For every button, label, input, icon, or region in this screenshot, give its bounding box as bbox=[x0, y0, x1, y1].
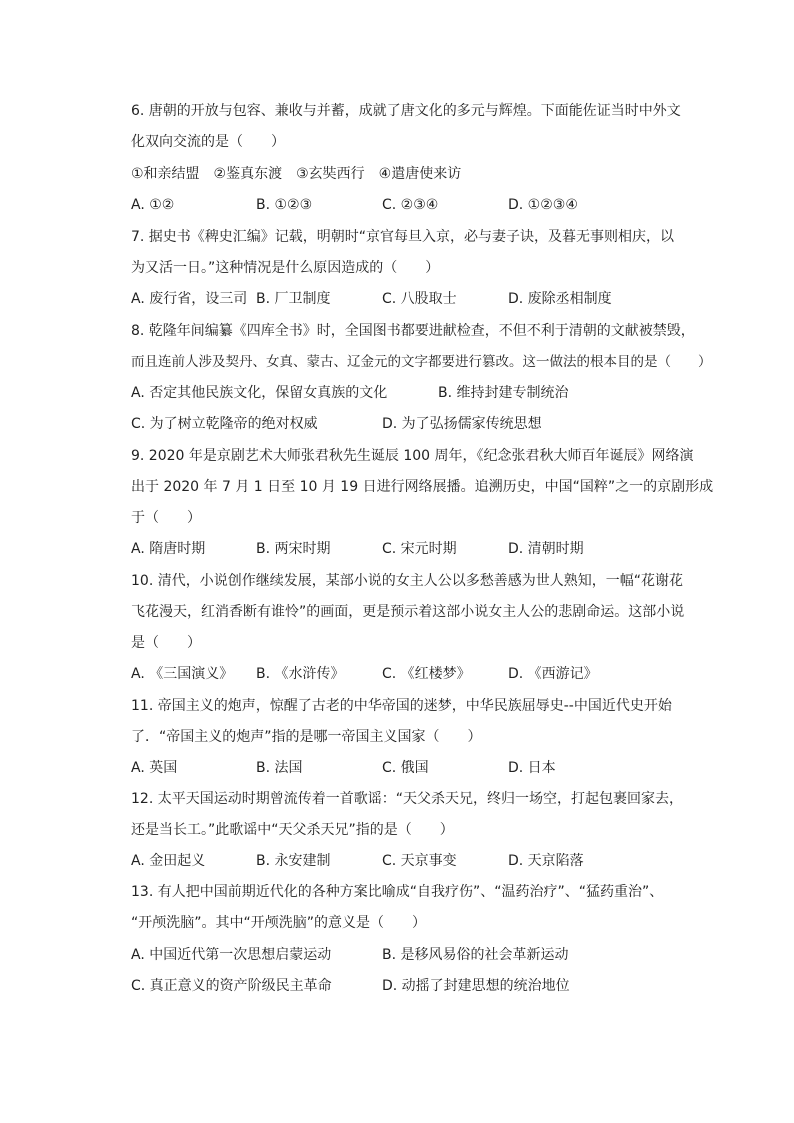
question-9-option-a: A. 隋唐时期 bbox=[131, 541, 206, 557]
question-9-option-c: C. 宋元时期 bbox=[382, 541, 457, 557]
question-6-option-d: D. ①②③④ bbox=[508, 197, 578, 213]
question-9-line-2: 出于 2020 年 7 月 1 日至 10 月 19 日进行网络展播。追溯历史，中国“国粹”之一的京剧形成 bbox=[131, 479, 714, 495]
question-12-option-d: D. 天京陷落 bbox=[508, 853, 584, 869]
question-7-option-b: B. 厂卫制度 bbox=[256, 291, 331, 307]
question-12-line-1: 12. 太平天国运动时期曾流传着一首歌谣：“天父杀天兄，终归一场空，打起包裹回家去， bbox=[131, 791, 683, 807]
question-7-option-d: D. 废除丞相制度 bbox=[508, 291, 612, 307]
question-10-option-a: A. 《三国演义》 bbox=[131, 666, 234, 682]
question-11-option-c: C. 俄国 bbox=[382, 760, 429, 776]
question-12-line-2: 还是当长工。”此歌谣中“天父杀天兄”指的是（ ） bbox=[131, 822, 454, 838]
question-10-line-2: 飞花漫天，红消香断有谁怜”的画面，更是预示着这部小说女主人公的悲剧命运。这部小说 bbox=[131, 604, 685, 620]
question-7-option-c: C. 八股取士 bbox=[382, 291, 457, 307]
question-10-line-3: 是（ ） bbox=[131, 635, 201, 651]
question-8-option-d: D. 为了弘扬儒家传统思想 bbox=[382, 416, 542, 432]
question-12-option-a: A. 金田起义 bbox=[131, 853, 206, 869]
question-11-line-2: 了．“帝国主义的炮声”指的是哪一帝国主义国家（ ） bbox=[131, 729, 482, 745]
question-11-option-b: B. 法国 bbox=[256, 760, 303, 776]
question-13-option-d: D. 动摇了封建思想的统治地位 bbox=[382, 978, 570, 994]
question-11-line-1: 11. 帝国主义的炮声，惊醒了古老的中华帝国的迷梦，中华民族屈辱史--中国近代史开始 bbox=[131, 698, 672, 714]
question-7-line-1: 7. 据史书《稗史汇编》记载，明朝时“京官每旦入京，必与妻子诀，及暮无事则相庆，以 bbox=[131, 229, 675, 245]
question-11-option-a: A. 英国 bbox=[131, 760, 178, 776]
question-13-line-2: “开颅洗脑”。其中“开颅洗脑”的意义是（ ） bbox=[131, 915, 427, 931]
question-9-line-3: 于（ ） bbox=[131, 510, 201, 526]
question-9-line-1: 9. 2020 年是京剧艺术大师张君秋先生诞辰 100 周年，《纪念张君秋大师百年诞辰》网络演 bbox=[131, 448, 694, 464]
question-6-line-1: 6. 唐朝的开放与包容、兼收与并蓄，成就了唐文化的多元与辉煌。下面能佐证当时中外文 bbox=[131, 103, 681, 119]
question-11-option-d: D. 日本 bbox=[508, 760, 556, 776]
question-12-option-c: C. 天京事变 bbox=[382, 853, 457, 869]
question-10-line-1: 10. 清代，小说创作继续发展，某部小说的女主人公以多愁善感为世人熟知，一幅“花谢花 bbox=[131, 573, 683, 589]
question-12-option-b: B. 永安建制 bbox=[256, 853, 331, 869]
question-6-line-2: 化双向交流的是（ ） bbox=[131, 134, 285, 150]
question-6-option-c: C. ②③④ bbox=[382, 197, 439, 213]
question-9-option-b: B. 两宋时期 bbox=[256, 541, 331, 557]
question-7-line-2: 为又活一日。”这种情况是什么原因造成的（ ） bbox=[131, 260, 440, 276]
question-9-option-d: D. 清朝时期 bbox=[508, 541, 584, 557]
question-8-line-1: 8. 乾隆年间编纂《四库全书》时，全国图书都要进献检查，不但不利于清朝的文献被禁毁， bbox=[131, 323, 695, 339]
question-10-option-c: C. 《红楼梦》 bbox=[382, 666, 471, 682]
question-8-option-c: C. 为了树立乾隆帝的绝对权威 bbox=[131, 416, 318, 432]
question-13-option-a: A. 中国近代第一次思想启蒙运动 bbox=[131, 947, 332, 963]
question-8-line-2: 而且连前人涉及契丹、女真、蒙古、辽金元的文字都要进行篡改。这一做法的根本目的是（ ） bbox=[131, 354, 712, 370]
question-7-option-a: A. 废行省，设三司 bbox=[131, 291, 248, 307]
question-10-option-d: D. 《西游记》 bbox=[508, 666, 598, 682]
question-6-items: ①和亲结盟 ②鉴真东渡 ③玄奘西行 ④遣唐使来访 bbox=[131, 166, 462, 182]
question-8-option-a: A. 否定其他民族文化，保留女真族的文化 bbox=[131, 385, 388, 401]
question-6-option-a: A. ①② bbox=[131, 197, 175, 213]
question-13-option-c: C. 真正意义的资产阶级民主革命 bbox=[131, 978, 332, 994]
question-13-option-b: B. 是移风易俗的社会革新运动 bbox=[382, 947, 569, 963]
question-8-option-b: B. 维持封建专制统治 bbox=[438, 385, 569, 401]
question-10-option-b: B. 《水浒传》 bbox=[256, 666, 345, 682]
question-13-line-1: 13. 有人把中国前期近代化的各种方案比喻成“自我疗伤”、“温药治疗”、“猛药重治”、 bbox=[131, 884, 664, 900]
question-6-option-b: B. ①②③ bbox=[256, 197, 313, 213]
